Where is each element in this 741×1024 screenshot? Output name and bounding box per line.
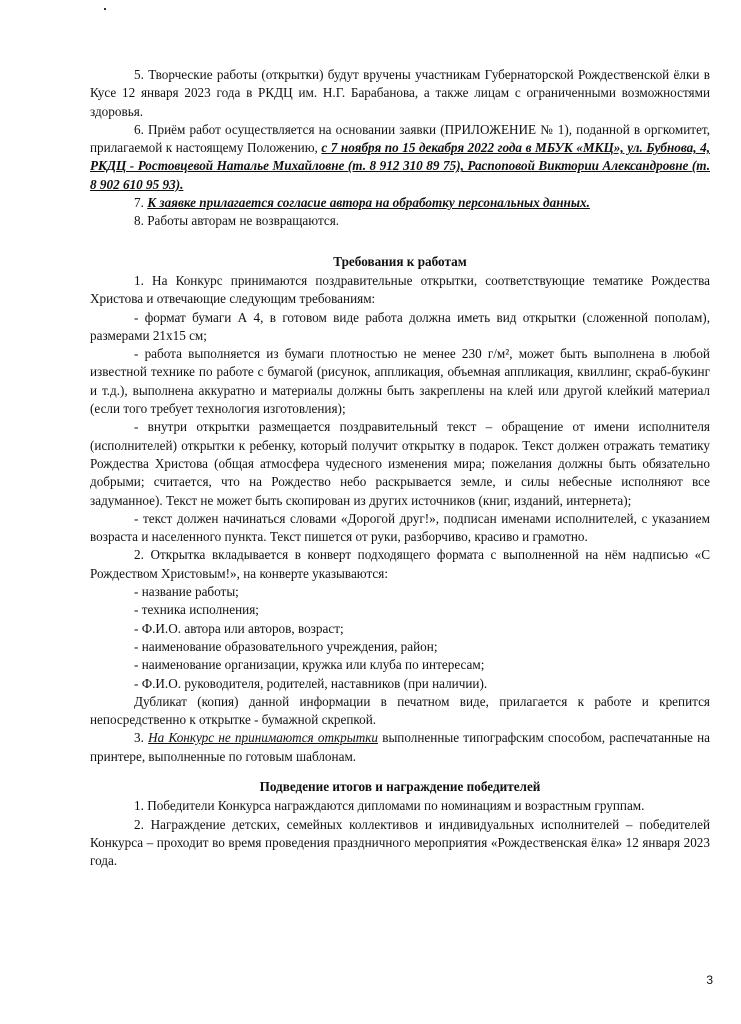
req-para-2: 2. Открытка вкладывается в конверт подходящего формата с выполненной на нём надписью «С Рождеством Христовым!», на конверте указываются: [90,547,710,581]
document-page [90,66,710,870]
req-para-3: 3. На Конкурс не принимаются открытки выполненные типографским способом, распечатанные на принтере, выполненные по готовым шаблонам. [90,730,711,764]
section-heading-results: Подведение итогов и награждение победителей [259,778,541,794]
req-dash-text: - внутри открытки размещается поздравительный текст – обращение от имени исполнителя (исполнителей) открытки к ребенку, который получит открытку в подарок. Текст должен отражать тематику Рождества Христова (общая атмосфера чудесного изменения мира; пожелания должны быть обязательно добрыми; считается, что на Рождество небо раскрывается земле, и силы небесные исполняют все задуманное). Текст не может быть скопирован из других источников (книг, изданий, интернета); [90,419,710,508]
envelope-item: - наименование организации, кружка или клуба по интересам; [134,657,485,673]
req-duplicate: Дубликат (копия) данной информации в печатном виде, прилагается к работе и крепится непосредственно к открытке - бумажной скрепкой. [90,693,710,728]
item-6: 6. Приём работ осуществляется на основании заявки (ПРИЛОЖЕНИЕ № 1), поданной в оргкомитет, прилагаемой к настоящему Положению, с 7 ноября по 15 декабря 2022 года в МБУК «МКЦ», ул. Бубнова, 4, РКДЦ - Ростовцевой Натальe Михайловне (т. 8 912 310 89 75), Распоповой Виктории Александровне (т. 8 902 610 95 93). [90,121,710,192]
item-7: 7. К заявке прилагается согласие автора на обработку персональных данных. [134,195,590,211]
item-7-consent: К заявке прилагается согласие автора на обработку персональных данных. [147,195,590,211]
section-heading-requirements: Требования к работам [333,253,467,269]
envelope-item: - техника исполнения; [134,602,259,618]
item-8: 8. Работы авторам не возвращаются. [134,213,340,229]
req-dash-greeting: - текст должен начинаться словами «Дорогой друг!», подписан именами исполнителей, с указанием возраста и населенного пункта. Текст пишется от руки, разборчиво, красиво и грамотно. [90,510,710,545]
results-para-2: 2. Награждение детских, семейных коллективов и индивидуальных исполнителей – победителей Конкурса – проходит во время проведения праздничного мероприятия «Рождественская ёлка» 12 января 2023 года. [90,816,710,869]
results-para-1: 1. Победители Конкурса награждаются дипломами по номинациям и возрастным группам. [134,798,645,814]
envelope-item: - Ф.И.О. руководителя, родителей, наставников (при наличии). [134,675,488,691]
req-dash-paper: - работа выполняется из бумаги плотностью не менее 230 г/м², может быть выполнена в любой известной технике по работе с бумагой (рисунок, аппликация, объемная аппликация, квиллинг, скраб-букинг и т.д.), выполнена аккуратно и материалы должны быть закреплены на клей или другой клейкий материал (если того требует технология изготовления); [90,346,710,417]
item-5: 5. Творческие работы (открытки) будут вручены участникам Губернаторской Рождественской ёлки в Кусе 12 января 2023 года в РКДЦ им. Н.Г. Барабанова, а также лицам с ограниченными возможностями здоровья. [90,67,710,119]
req-dash-format: - формат бумаги А 4, в готовом виде работа должна иметь вид открытки (сложенной пополам), размерами 21x15 см; [90,309,710,343]
not-accepted-phrase: На Конкурс не принимаются открытки [148,730,378,746]
scan-artifact [104,8,106,10]
page-number: 3 [706,973,713,987]
item-6-deadline-contacts: с 7 ноября по 15 декабря 2022 года в МБУК «МКЦ», ул. Бубнова, 4, РКДЦ - Ростовцевой Натальe Михайловне (т. 8 912 310 89 75), Распоповой Виктории Александровне (т. 8 902 610 95 93). [90,140,710,192]
req-para-1: 1. На Конкурс принимаются поздравительные открытки, соответствующие тематике Рождества Христова и отвечающие следующим требованиям: [90,272,710,307]
envelope-item: - Ф.И.О. автора или авторов, возраст; [134,620,344,636]
envelope-item: - наименование образовательного учреждения, район; [134,638,438,654]
envelope-item: - название работы; [134,584,239,600]
